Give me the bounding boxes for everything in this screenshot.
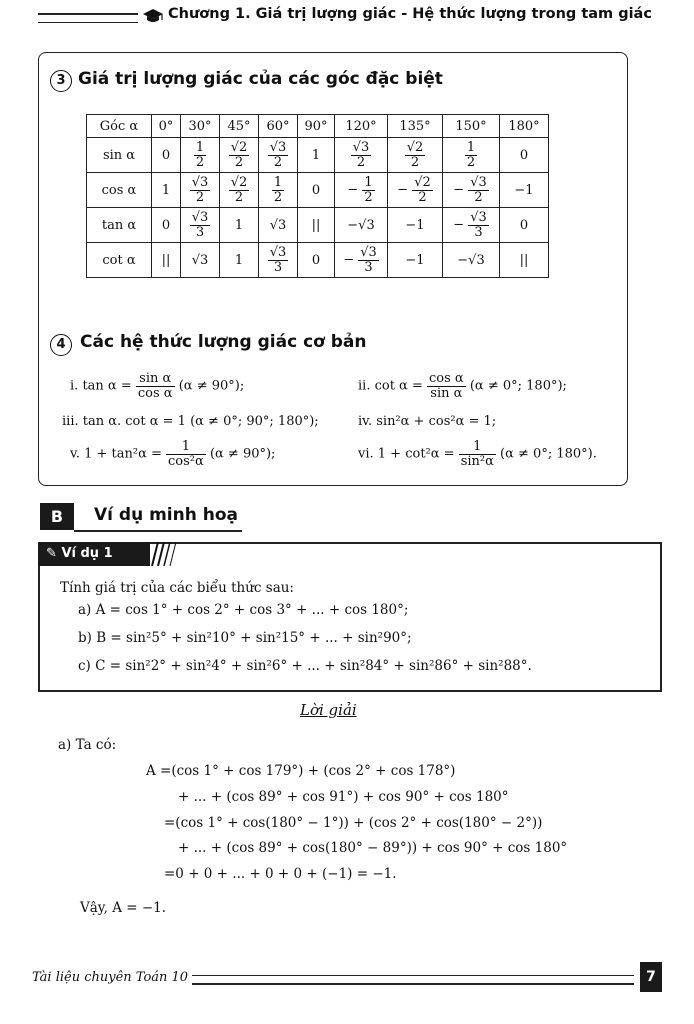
formula-iv	[358, 414, 496, 429]
formula-fraction: $\frac{\text{cos α}}{\text{sin α}}$	[429, 371, 464, 401]
formula-label: ii.	[358, 378, 371, 394]
table-cell: − $\frac{√3}{2}$	[443, 173, 500, 208]
table-cell: −1	[388, 243, 443, 278]
formula-label: v.	[70, 446, 80, 462]
formula-condition: (α ≠ 90°);	[209, 446, 276, 462]
angle-cell: 90°	[298, 115, 335, 138]
example-prompt: Tính giá trị của các biểu thức sau:	[60, 580, 294, 596]
table-cell: 0	[152, 208, 181, 243]
formula-text: sin²α + cos²α = 1;	[376, 414, 497, 429]
solution-line: + ... + (cos 89° + cos(180° − 89°)) + cos 90° + cos 180°	[178, 840, 568, 856]
table-cell: 0	[298, 243, 335, 278]
table-cell: $\frac{√2}{2}$	[220, 138, 259, 173]
section-number: 3	[50, 70, 72, 92]
table-cell: $\frac{√3}{3}$	[181, 208, 220, 243]
table-cell: − $\frac{√2}{2}$	[388, 173, 443, 208]
table-cell: 0	[500, 138, 549, 173]
table-cell: 0	[500, 208, 549, 243]
table-cell: √3	[181, 243, 220, 278]
row-label: cot α	[87, 243, 152, 278]
example-item-a: a) A = cos 1° + cos 2° + cos 3° + ... + cos 180°;	[78, 602, 409, 618]
table-cell: $\frac{√3}{2}$	[335, 138, 388, 173]
formula-label: iii.	[62, 414, 79, 429]
table-cell: $\frac{√2}{2}$	[220, 173, 259, 208]
angle-cell: 30°	[181, 115, 220, 138]
formula-label: vi.	[358, 446, 374, 462]
example-item-c: c) C = sin²2° + sin²4° + sin²6° + ... + sin²84° + sin²86° + sin²88°.	[78, 658, 532, 674]
solution-line: =0 + 0 + ... + 0 + 0 + (−1) = −1.	[164, 866, 397, 882]
table-cell: − $\frac{√3}{3}$	[443, 208, 500, 243]
table-cell: ||	[298, 208, 335, 243]
section-b-title: Ví dụ minh hoạ	[94, 505, 239, 525]
angle-cell: 150°	[443, 115, 500, 138]
table-cell: 1	[220, 208, 259, 243]
table-row	[87, 173, 549, 208]
formula-fraction: $\frac{\text{sin α}}{\text{cos α}}$	[137, 371, 173, 401]
angle-cell: 120°	[335, 115, 388, 138]
formula-fraction: $\frac{1}{\text{sin²α}}$	[460, 439, 494, 469]
table-cell: √3	[259, 208, 298, 243]
edit-icon: ✎	[46, 546, 57, 561]
table-cell: 1	[298, 138, 335, 173]
table-cell: 1	[152, 173, 181, 208]
table-cell: 0	[298, 173, 335, 208]
section-b-underline	[74, 530, 242, 532]
stripes-decoration	[148, 542, 178, 566]
formula-iii	[62, 414, 319, 429]
angle-cell: 45°	[220, 115, 259, 138]
formula-text: tan α. cot α = 1 (α ≠ 0°; 90°; 180°);	[82, 414, 319, 429]
section-badge: B	[40, 503, 74, 530]
solution-conclusion: Vậy, A = −1.	[80, 900, 167, 916]
formula-lhs: cot α =	[374, 378, 423, 394]
formula-v	[70, 440, 275, 468]
row-label: tan α	[87, 208, 152, 243]
solution-line: A =(cos 1° + cos 179°) + (cos 2° + cos 178°)	[146, 763, 456, 779]
angle-cell: 60°	[259, 115, 298, 138]
table-cell: −√3	[335, 208, 388, 243]
table-cell: ||	[500, 243, 549, 278]
section-title: Các hệ thức lượng giác cơ bản	[80, 332, 367, 352]
table-cell: $\frac{√2}{2}$	[388, 138, 443, 173]
row-label: cos α	[87, 173, 152, 208]
table-cell: $\frac{√3}{2}$	[181, 173, 220, 208]
table-cell: $\frac{1}{2}$	[181, 138, 220, 173]
solution-line: =(cos 1° + cos(180° − 1°)) + (cos 2° + cos(180° − 2°))	[164, 815, 543, 831]
formula-condition: (α ≠ 0°; 180°).	[500, 446, 597, 462]
table-cell: − $\frac{√3}{3}$	[335, 243, 388, 278]
solution-line: + ... + (cos 89° + cos 91°) + cos 90° + cos 180°	[178, 789, 509, 805]
table-cell: $\frac{√3}{3}$	[259, 243, 298, 278]
header-rule	[38, 13, 138, 23]
trig-values-table	[86, 114, 549, 278]
example-label-bar	[38, 542, 150, 566]
table-cell: − $\frac{1}{2}$	[335, 173, 388, 208]
footer-text: Tài liệu chuyên Toán 10	[32, 970, 189, 985]
table-row	[87, 208, 549, 243]
formula-fraction: $\frac{1}{\text{cos²α}}$	[168, 439, 204, 469]
chapter-title: Chương 1. Giá trị lượng giác - Hệ thức lượng trong tam giác	[168, 6, 652, 22]
section-number: 4	[50, 334, 72, 356]
example-item-b: b) B = sin²5° + sin²10° + sin²15° + ... + sin²90°;	[78, 630, 412, 646]
formula-condition: (α ≠ 90°);	[178, 378, 245, 394]
formula-lhs: 1 + tan²α =	[84, 446, 162, 462]
table-cell: −1	[388, 208, 443, 243]
formula-label: i.	[70, 378, 79, 394]
formula-condition: (α ≠ 0°; 180°);	[469, 378, 567, 394]
formula-i	[70, 372, 244, 400]
table-row	[87, 138, 549, 173]
formula-label: iv.	[358, 414, 373, 429]
section-title: Giá trị lượng giác của các góc đặc biệt	[78, 69, 443, 89]
table-corner: Góc α	[87, 115, 152, 138]
formula-ii	[358, 372, 567, 400]
table-cell: −√3	[443, 243, 500, 278]
table-cell: ||	[152, 243, 181, 278]
formula-lhs: tan α =	[82, 378, 132, 394]
angle-cell: 135°	[388, 115, 443, 138]
angle-cell: 0°	[152, 115, 181, 138]
table-cell: −1	[500, 173, 549, 208]
table-row	[87, 243, 549, 278]
footer-rule	[192, 975, 634, 985]
graduation-cap-icon	[142, 8, 164, 24]
table-header-row	[87, 115, 549, 138]
solution-title: Lời giải	[300, 701, 357, 719]
example-label: Ví dụ 1	[61, 546, 113, 561]
formula-vi	[358, 440, 597, 468]
table-cell: 1	[220, 243, 259, 278]
row-label: sin α	[87, 138, 152, 173]
table-cell: 0	[152, 138, 181, 173]
formula-lhs: 1 + cot²α =	[377, 446, 455, 462]
solution-intro: a) Ta có:	[58, 737, 117, 753]
page-number: 7	[640, 962, 662, 992]
table-cell: $\frac{1}{2}$	[443, 138, 500, 173]
table-cell: $\frac{√3}{2}$	[259, 138, 298, 173]
angle-cell: 180°	[500, 115, 549, 138]
table-cell: $\frac{1}{2}$	[259, 173, 298, 208]
